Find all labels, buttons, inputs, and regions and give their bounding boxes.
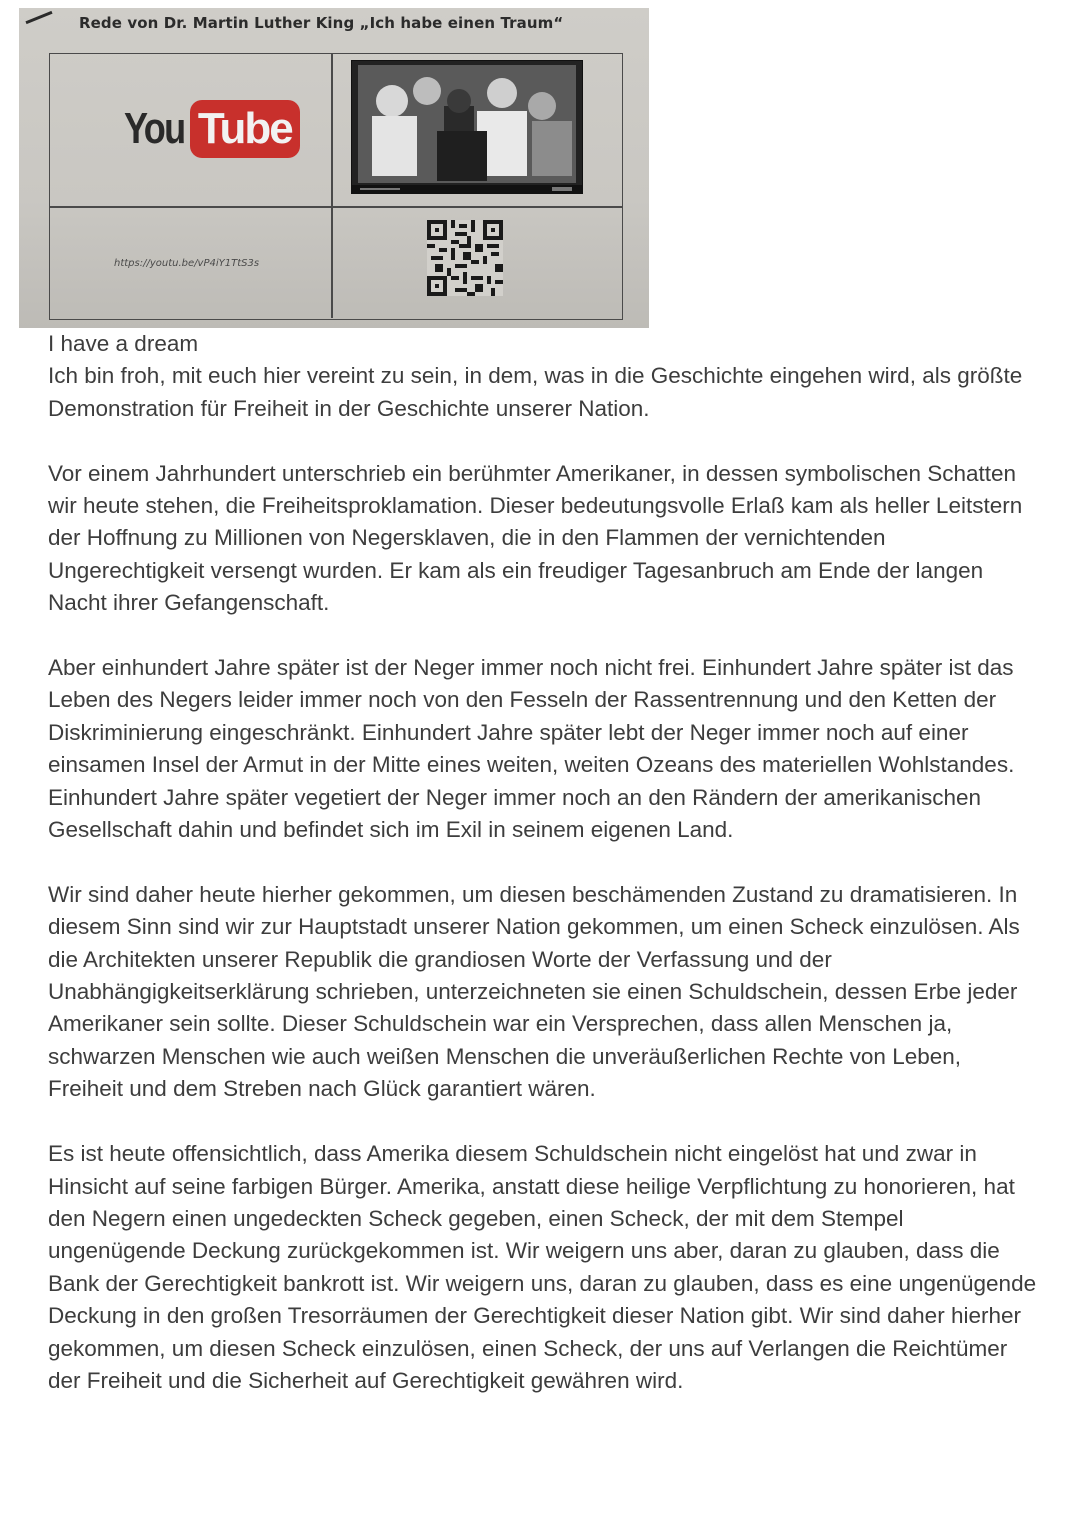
speech-heading: I have a dream xyxy=(48,331,199,356)
speech-text xyxy=(48,328,1038,1430)
youtube-logo-icon xyxy=(124,100,300,158)
speech-paragraph: Es ist heute offensichtlich, dass Amerika diesem Schuldschein nicht eingelöst hat und zwar in Hinsicht auf seine farbigen Bürger. Amerika, anstatt diese heilige Verpflichtung zu honorieren, hat den Negern einen ungedeckten Scheck gegeben, einen Scheck, der mit dem Stempel ungenügende Deckung zurückgekommen ist. Wir weigern uns aber, daran zu glauben, dass die Bank der Gerechtigkeit bankrott ist. Wir weigern uns, daran zu glauben, dass es eine ungenügende Deckung in den großen Tresorräumen der Gerechtigkeit dieser Nation gibt. Wir sind daher hierher gekommen, um diesen Scheck einzulösen, einen Scheck, der uns auf Verlangen die Reichtümer der Freiheit und die Sicherheit auf Gerechtigkeit gewähren wird. xyxy=(48,1141,1037,1393)
pen-mark xyxy=(25,11,52,24)
worksheet-photo xyxy=(19,8,649,328)
speech-paragraph: Wir sind daher heute hierher gekommen, um diesen beschämenden Zustand zu dramatisieren. In diesem Sinn sind wir zur Hauptstadt unserer Nation gekommen, um einen Scheck einzulösen. Als die Architekten unserer Republik die grandiosen Worte der Verfassung und der Unabhängigkeitserklärung schrieben, unterzeichneten sie einen Schuldschein, dessen Erbe jeder Amerikaner sein sollte. Dieser Schuldschein war ein Versprechen, dass allen Menschen ja, schwarzen Menschen wie auch weißen Menschen die unveräußerlichen Rechte von Leben, Freiheit und dem Streben nach Glück garantiert wären. xyxy=(48,881,1020,1102)
logo-tube-text: Tube xyxy=(190,100,300,158)
speech-paragraph: Ich bin froh, mit euch hier vereint zu sein, in dem, was in die Geschichte eingehen wird, als größte Demonstration für Freiheit in der Geschichte unserer Nation. xyxy=(48,363,1023,421)
video-thumbnail xyxy=(351,60,583,194)
speech-paragraph: Aber einhundert Jahre später ist der Neger immer noch nicht frei. Einhundert Jahre später ist das Leben des Negers leider immer noch von den Fesseln der Rassentrennung und den Ketten der Diskriminierung eingeschränkt. Einhundert Jahre später lebt der Neger immer noch auf einer einsamen Insel der Armut in der Mitte eines weiten, weiten Ozeans des materiellen Wohlstandes. Einhundert Jahre später vegetiert der Neger immer noch an den Rändern der amerikanischen Gesellschaft dahin und befindet sich im Exil in seinem eigenen Land. xyxy=(48,655,1015,843)
logo-you-text: You xyxy=(124,104,185,153)
qr-code-icon xyxy=(427,220,503,296)
speech-paragraph: Vor einem Jahrhundert unterschrieb ein berühmter Amerikaner, in dessen symbolischen Schatten wir heute stehen, die Freiheitsproklamation. Dieser bedeutungsvolle Erlaß kam als heller Leitstern der Hoffnung zu Millionen von Negersklaven, die in den Flammen der vernichtenden Ungerechtigkeit versengt wurden. Er kam als ein freudiger Tagesanbruch am Ende der langen Nacht ihrer Gefangenschaft. xyxy=(48,460,1023,616)
video-url: https://youtu.be/vP4iY1TtS3s xyxy=(114,258,260,269)
table-divider-horizontal xyxy=(49,206,623,208)
table-divider-vertical xyxy=(331,53,333,318)
worksheet-title: Rede von Dr. Martin Luther King „Ich habe einen Traum“ xyxy=(79,14,564,32)
